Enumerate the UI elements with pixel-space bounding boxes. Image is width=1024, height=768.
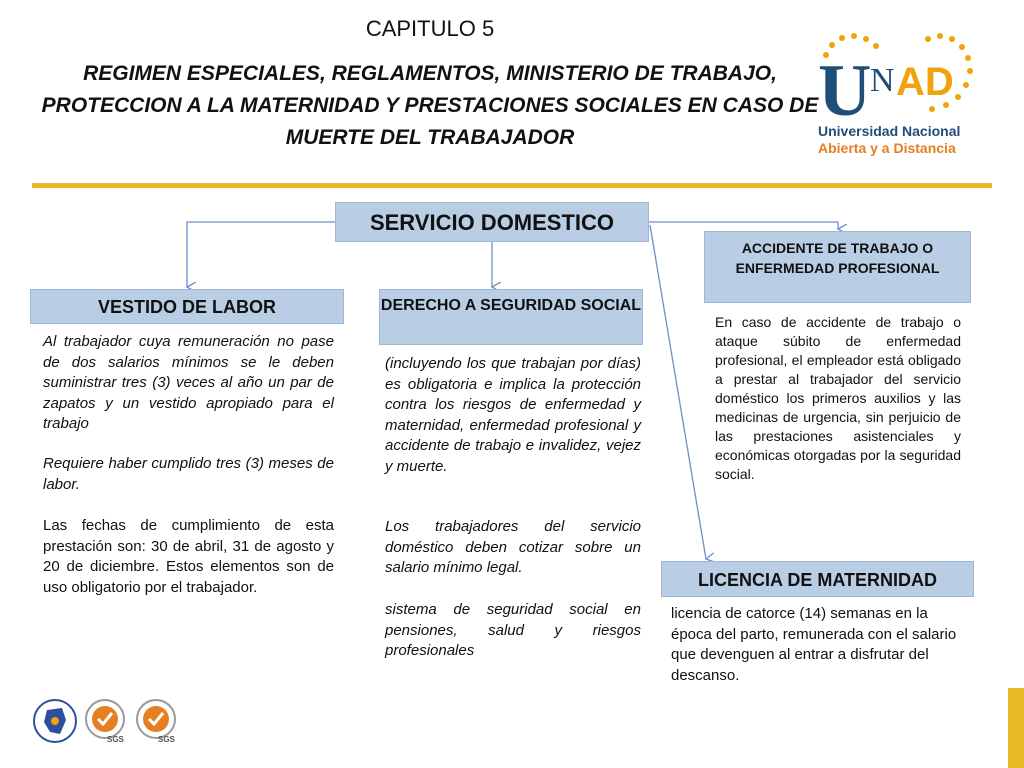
svg-text:N: N [870, 62, 895, 99]
sgs-seal-icon-2 [133, 698, 179, 744]
derecho-text-2: Los trabajadores del servicio doméstico deben cotizar sobre un salario mínimo legal. [385, 518, 641, 576]
svg-text:AD: AD [896, 60, 954, 104]
vestido-text-3: Las fechas de cumplimiento de esta prestación son: 30 de abril, 31 de agosto y 20 de diciembre. Estos elementos son de uso obligatorio por el trabajador. [43, 517, 334, 596]
logo-line-2: Abierta y a Distancia [818, 140, 956, 156]
logo-line-1: Universidad Nacional [818, 123, 961, 139]
connector-to-licencia [650, 225, 706, 559]
chapter-label: CAPITULO 5 [365, 16, 495, 41]
node-derecho-seguridad-social: DERECHO A SEGURIDAD SOCIAL [379, 289, 643, 345]
node-servicio-domestico: SERVICIO DOMESTICO [335, 202, 649, 242]
certification-seal-icon [32, 698, 78, 744]
derecho-text-3: sistema de seguridad social en pensiones, salud y riesgos profesionales [385, 601, 641, 659]
vestido-text-2: Requiere haber cumplido tres (3) meses de labor. [43, 455, 334, 493]
accidente-text: En caso de accidente de trabajo o ataque súbito de enfermedad profesional, el empleador está obligado a prestar al trabajador del servicio doméstico los primeros auxilios y las medicinas de urgencia, sin perjuicio de las prestaciones asistenciales y económicas otorgadas por la seguridad social. [715, 314, 961, 482]
unad-logo-text [818, 123, 998, 157]
connector-to-accidente [649, 222, 838, 229]
unad-logo-mark [816, 33, 978, 123]
gold-divider [32, 183, 992, 188]
connector-to-vestido [187, 222, 335, 287]
sgs-label-1: SGS [107, 735, 124, 744]
sgs-label-2: SGS [158, 735, 175, 744]
node-accidente-de-trabajo: ACCIDENTE DE TRABAJO O ENFERMEDAD PROFESIONAL [704, 231, 971, 303]
page-title: REGIMEN ESPECIALES, REGLAMENTOS, MINISTERIO DE TRABAJO, PROTECCION A LA MATERNIDAD Y PRESTACIONES SOCIALES EN CASO DE MUERTE DEL TRABAJADOR [41, 62, 819, 149]
sgs-seal-icon-1 [82, 698, 128, 744]
node-vestido-de-labor: VESTIDO DE LABOR [30, 289, 344, 324]
gold-corner-bar [1008, 688, 1024, 768]
derecho-text-1: (incluyendo los que trabajan por días) es obligatoria e implica la protección contra los riesgos de enfermedad y maternidad, enfermedad profesional y accidente de trabajo e invalidez, vejez y muerte. [385, 355, 641, 475]
svg-text:U: U [818, 50, 872, 123]
vestido-text-1: Al trabajador cuya remuneración no pase de dos salarios mínimos se le deben suministrar tres (3) veces al año un par de zapatos y un vestido apropiado para el trabajo [43, 333, 334, 432]
licencia-text: licencia de catorce (14) semanas en la época del parto, remunerada con el salario que devenguen al entrar a disfrutar del descanso. [671, 605, 957, 684]
node-licencia-de-maternidad: LICENCIA DE MATERNIDAD [661, 561, 974, 597]
